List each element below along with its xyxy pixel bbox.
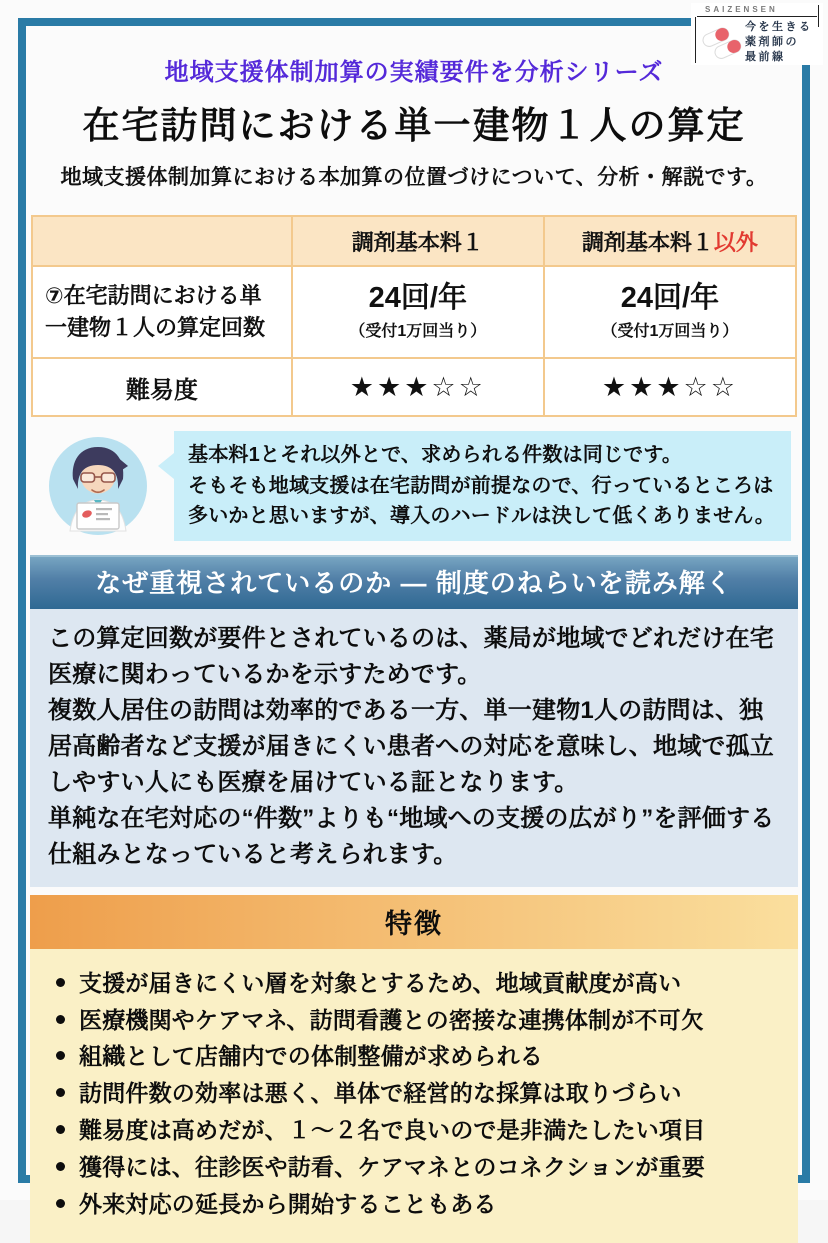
table-row-difficulty [32, 358, 796, 416]
analysis-body [30, 609, 798, 887]
feature-text: 獲得には、往診医や訪看、ケアマネとのコネクションが重要 [79, 1153, 705, 1180]
feature-text: 難易度は高めだが、１～２名で良いので是非満たしたい項目 [79, 1116, 706, 1143]
brand-tagline [745, 20, 813, 65]
header-cell-kihonryo1: 調剤基本料１ [292, 216, 544, 266]
header-cell-text: 調剤基本料１ [581, 229, 714, 255]
brand-tagline-line2: 薬剤師の [745, 35, 799, 48]
value-cell-col3 [544, 266, 796, 358]
header-cell-red-text: 以外 [713, 229, 758, 255]
speech-bubble [174, 431, 791, 541]
header-cell-kihonryo1-igai [544, 216, 796, 266]
bullet-icon [56, 978, 65, 987]
feature-item [56, 1188, 778, 1222]
series-title: 地域支援体制加算の実績要件を分析シリーズ [164, 59, 664, 86]
analysis-paragraph: この算定回数が要件とされているのは、薬局が地域でどれだけ在宅医療に関わっているかを示すためです。 [48, 624, 774, 688]
features-list [30, 949, 798, 1243]
star-rating: ★★★☆☆ [349, 371, 486, 402]
count-note: （受付1万回当り） [349, 322, 487, 340]
brand-tagline-line3: 最前線 [745, 50, 786, 63]
value-cell-col2 [292, 266, 544, 358]
feature-item [56, 1151, 778, 1185]
count-value: 24回/年 [368, 282, 467, 315]
analysis-paragraph: 単純な在宅対応の“件数”よりも“地域への支援の広がり”を評価する仕組みとなっていると考えられます。 [48, 804, 775, 868]
difficulty-stars-col2 [292, 358, 544, 416]
feature-item [56, 967, 778, 1001]
brand-logo [691, 3, 823, 65]
count-value: 24回/年 [620, 282, 720, 315]
difficulty-stars-col3 [544, 358, 796, 416]
count-note: （受付1万回当り） [601, 322, 739, 340]
bubble-line: そもそも地域支援は在宅訪問が前提なので、行っているところは [188, 474, 774, 497]
star-rating: ★★★☆☆ [601, 371, 738, 402]
feature-item [56, 1004, 778, 1038]
feature-item [56, 1040, 778, 1074]
section-heading-analysis: なぜ重視されているのか ― 制度のねらいを読み解く [30, 555, 798, 609]
pills-icon [697, 23, 741, 61]
bullet-icon [56, 1199, 65, 1208]
feature-item [56, 1077, 778, 1111]
feature-text: 支援が届きにくい層を対象とするため、地域貢献度が高い [79, 969, 682, 996]
logo-right-rule [818, 5, 819, 27]
row-label-visit-count: ⑦在宅訪問における単一建物１人の算定回数 [32, 266, 292, 358]
header-cell-empty [32, 216, 292, 266]
analysis-paragraph: 複数人居住の訪問は効率的である一方、単一建物1人の訪問は、独居高齢者など支援が届きにくい患者への対応を意味し、地域で孤立しやすい人にも医療を届けている証となります。 [48, 696, 774, 796]
row-label-difficulty: 難易度 [32, 358, 292, 416]
page-title: 在宅訪問における単一建物１人の算定 [82, 105, 746, 146]
bullet-icon [56, 1015, 65, 1024]
table-header-row [32, 216, 796, 266]
comparison-table [31, 215, 797, 417]
section-heading-features: 特徴 [30, 895, 798, 949]
feature-item [56, 1114, 778, 1148]
feature-text: 外来対応の延長から開始することもある [79, 1190, 497, 1217]
page-subtitle: 地域支援体制加算における本加算の位置づけについて、分析・解説です。 [60, 166, 768, 189]
bullet-icon [56, 1088, 65, 1097]
bubble-line: 基本料1とそれ以外とで、求められる件数は同じです。 [188, 444, 683, 466]
pharmacist-avatar [48, 436, 148, 536]
bullet-icon [56, 1125, 65, 1134]
bullet-icon [56, 1051, 65, 1060]
bubble-line: 多いかと思いますが、導入のハードルは決して低くありません。 [188, 505, 775, 528]
feature-text: 医療機関やケアマネ、訪問看護との密接な連携体制が不可欠 [79, 1006, 705, 1033]
brand-tagline-line1: 今を生きる [745, 21, 813, 33]
comment-row [30, 431, 798, 541]
logo-left-rule [695, 17, 696, 63]
bullet-icon [56, 1162, 65, 1171]
feature-text: 組織として店舗内での体制整備が求められる [79, 1043, 543, 1070]
table-row-count [32, 266, 796, 358]
brand-name: SAIZENSEN [705, 5, 778, 14]
feature-text: 訪問件数の効率は悪く、単体で経営的な採算は取りづらい [79, 1080, 682, 1107]
